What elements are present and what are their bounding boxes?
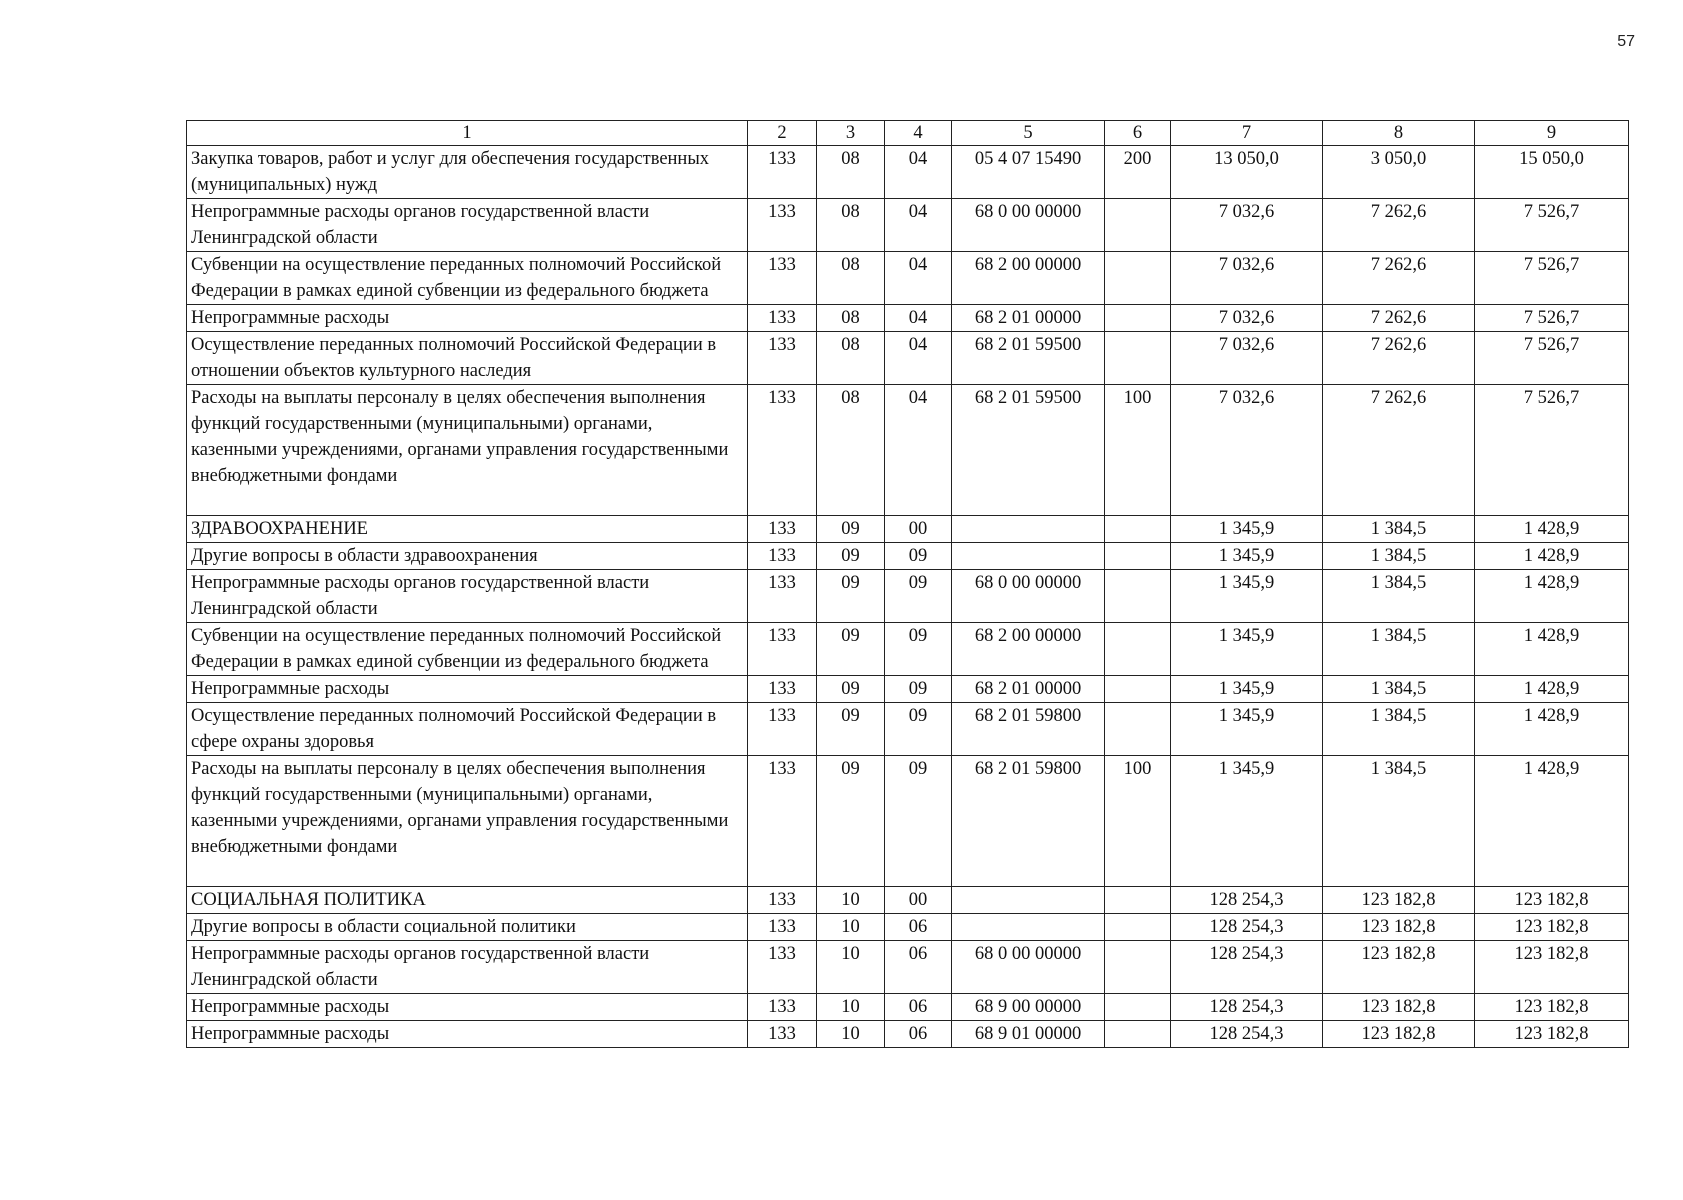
row-subsection-cell: 09 (885, 756, 952, 887)
row-amount-col9-cell: 123 182,8 (1475, 887, 1629, 914)
row-name-cell: Осуществление переданных полномочий Российской Федерации в отношении объектов культурного наследия (187, 332, 748, 385)
header-cell-7: 7 (1171, 121, 1323, 146)
row-amount-col7-cell: 7 032,6 (1171, 305, 1323, 332)
table-row (187, 332, 1629, 385)
row-admin-code-cell: 133 (748, 570, 817, 623)
table-row (187, 199, 1629, 252)
row-admin-code-cell: 133 (748, 146, 817, 199)
row-target-article-cell: 68 0 00 00000 (952, 570, 1105, 623)
header-cell-9: 9 (1475, 121, 1629, 146)
row-amount-col9-cell: 123 182,8 (1475, 914, 1629, 941)
row-target-article-cell: 68 2 01 00000 (952, 676, 1105, 703)
row-amount-col7-cell: 7 032,6 (1171, 332, 1323, 385)
header-cell-6: 6 (1105, 121, 1171, 146)
table-row (187, 146, 1629, 199)
row-name-cell: Расходы на выплаты персоналу в целях обеспечения выполнения функций государственными (муниципальными) органами, казенными учреждениями, органами управления государственными внебюджетными фондами (187, 756, 748, 887)
row-target-article-cell: 68 2 01 00000 (952, 305, 1105, 332)
table-row (187, 941, 1629, 994)
row-expense-type-cell (1105, 887, 1171, 914)
row-amount-col8-cell: 7 262,6 (1323, 252, 1475, 305)
row-admin-code-cell: 133 (748, 703, 817, 756)
row-target-article-cell: 68 9 01 00000 (952, 1021, 1105, 1048)
row-section-cell: 09 (817, 676, 885, 703)
table-row (187, 543, 1629, 570)
row-expense-type-cell (1105, 914, 1171, 941)
row-name-cell: Непрограммные расходы (187, 1021, 748, 1048)
table-row (187, 914, 1629, 941)
row-amount-col9-cell: 7 526,7 (1475, 332, 1629, 385)
row-amount-col8-cell: 123 182,8 (1323, 941, 1475, 994)
row-subsection-cell: 06 (885, 994, 952, 1021)
row-amount-col9-cell: 1 428,9 (1475, 543, 1629, 570)
row-admin-code-cell: 133 (748, 199, 817, 252)
row-amount-col8-cell: 7 262,6 (1323, 199, 1475, 252)
row-subsection-cell: 06 (885, 1021, 952, 1048)
row-amount-col9-cell: 7 526,7 (1475, 385, 1629, 516)
row-subsection-cell: 09 (885, 570, 952, 623)
header-cell-2: 2 (748, 121, 817, 146)
row-target-article-cell: 68 2 01 59800 (952, 703, 1105, 756)
row-amount-col7-cell: 1 345,9 (1171, 703, 1323, 756)
row-section-cell: 10 (817, 941, 885, 994)
row-amount-col9-cell: 1 428,9 (1475, 516, 1629, 543)
row-name-cell: Непрограммные расходы органов государственной власти Ленинградской области (187, 199, 748, 252)
header-row (187, 121, 1629, 146)
row-admin-code-cell: 133 (748, 332, 817, 385)
header-cell-3: 3 (817, 121, 885, 146)
row-amount-col9-cell: 1 428,9 (1475, 703, 1629, 756)
row-name-cell: Расходы на выплаты персоналу в целях обеспечения выполнения функций государственными (муниципальными) органами, казенными учреждениями, органами управления государственными внебюджетными фондами (187, 385, 748, 516)
row-subsection-cell: 09 (885, 703, 952, 756)
row-admin-code-cell: 133 (748, 756, 817, 887)
row-name-cell: ЗДРАВООХРАНЕНИЕ (187, 516, 748, 543)
row-section-cell: 10 (817, 887, 885, 914)
table-row (187, 994, 1629, 1021)
page-number: 57 (1617, 33, 1635, 50)
table-row (187, 516, 1629, 543)
row-section-cell: 09 (817, 516, 885, 543)
row-amount-col9-cell: 123 182,8 (1475, 1021, 1629, 1048)
header-cell-5: 5 (952, 121, 1105, 146)
row-expense-type-cell (1105, 199, 1171, 252)
row-section-cell: 09 (817, 570, 885, 623)
row-admin-code-cell: 133 (748, 994, 817, 1021)
row-section-cell: 08 (817, 199, 885, 252)
table-row (187, 1021, 1629, 1048)
row-expense-type-cell (1105, 676, 1171, 703)
row-section-cell: 09 (817, 756, 885, 887)
row-amount-col8-cell: 123 182,8 (1323, 994, 1475, 1021)
row-target-article-cell: 68 2 00 00000 (952, 252, 1105, 305)
row-amount-col9-cell: 123 182,8 (1475, 994, 1629, 1021)
row-amount-col7-cell: 1 345,9 (1171, 543, 1323, 570)
row-section-cell: 10 (817, 1021, 885, 1048)
row-target-article-cell: 68 2 00 00000 (952, 623, 1105, 676)
row-name-cell: Другие вопросы в области здравоохранения (187, 543, 748, 570)
row-subsection-cell: 04 (885, 146, 952, 199)
header-cell-8: 8 (1323, 121, 1475, 146)
row-amount-col7-cell: 1 345,9 (1171, 570, 1323, 623)
row-amount-col7-cell: 1 345,9 (1171, 623, 1323, 676)
row-amount-col7-cell: 128 254,3 (1171, 914, 1323, 941)
row-expense-type-cell: 100 (1105, 756, 1171, 887)
row-subsection-cell: 06 (885, 941, 952, 994)
row-expense-type-cell (1105, 570, 1171, 623)
table-row (187, 252, 1629, 305)
row-subsection-cell: 09 (885, 543, 952, 570)
row-amount-col8-cell: 1 384,5 (1323, 703, 1475, 756)
row-expense-type-cell: 100 (1105, 385, 1171, 516)
row-amount-col7-cell: 1 345,9 (1171, 516, 1323, 543)
row-amount-col8-cell: 1 384,5 (1323, 570, 1475, 623)
row-amount-col8-cell: 1 384,5 (1323, 756, 1475, 887)
row-amount-col8-cell: 123 182,8 (1323, 1021, 1475, 1048)
row-amount-col7-cell: 128 254,3 (1171, 887, 1323, 914)
row-target-article-cell (952, 516, 1105, 543)
table-row (187, 676, 1629, 703)
row-admin-code-cell: 133 (748, 543, 817, 570)
row-target-article-cell: 68 0 00 00000 (952, 199, 1105, 252)
table-row (187, 570, 1629, 623)
row-amount-col9-cell: 1 428,9 (1475, 623, 1629, 676)
row-amount-col7-cell: 13 050,0 (1171, 146, 1323, 199)
row-amount-col7-cell: 128 254,3 (1171, 1021, 1323, 1048)
row-amount-col7-cell: 128 254,3 (1171, 941, 1323, 994)
row-amount-col9-cell: 15 050,0 (1475, 146, 1629, 199)
row-expense-type-cell (1105, 252, 1171, 305)
row-expense-type-cell (1105, 305, 1171, 332)
row-admin-code-cell: 133 (748, 385, 817, 516)
row-admin-code-cell: 133 (748, 914, 817, 941)
header-cell-1: 1 (187, 121, 748, 146)
row-name-cell: Закупка товаров, работ и услуг для обеспечения государственных (муниципальных) нужд (187, 146, 748, 199)
row-subsection-cell: 04 (885, 305, 952, 332)
row-section-cell: 10 (817, 914, 885, 941)
row-amount-col8-cell: 7 262,6 (1323, 305, 1475, 332)
row-subsection-cell: 09 (885, 676, 952, 703)
row-expense-type-cell (1105, 332, 1171, 385)
row-amount-col9-cell: 1 428,9 (1475, 676, 1629, 703)
row-amount-col9-cell: 7 526,7 (1475, 252, 1629, 305)
row-name-cell: Непрограммные расходы (187, 676, 748, 703)
row-amount-col9-cell: 123 182,8 (1475, 941, 1629, 994)
row-subsection-cell: 04 (885, 332, 952, 385)
row-section-cell: 09 (817, 703, 885, 756)
row-name-cell: Непрограммные расходы органов государственной власти Ленинградской области (187, 570, 748, 623)
row-subsection-cell: 06 (885, 914, 952, 941)
row-admin-code-cell: 133 (748, 941, 817, 994)
row-section-cell: 08 (817, 332, 885, 385)
table-row (187, 385, 1629, 516)
row-subsection-cell: 04 (885, 252, 952, 305)
row-amount-col8-cell: 7 262,6 (1323, 385, 1475, 516)
row-name-cell: Непрограммные расходы органов государственной власти Ленинградской области (187, 941, 748, 994)
row-target-article-cell: 05 4 07 15490 (952, 146, 1105, 199)
row-amount-col9-cell: 7 526,7 (1475, 199, 1629, 252)
row-section-cell: 08 (817, 305, 885, 332)
row-subsection-cell: 09 (885, 623, 952, 676)
row-expense-type-cell (1105, 543, 1171, 570)
budget-table (186, 120, 1629, 1048)
row-amount-col9-cell: 1 428,9 (1475, 756, 1629, 887)
row-section-cell: 10 (817, 994, 885, 1021)
row-target-article-cell: 68 0 00 00000 (952, 941, 1105, 994)
row-expense-type-cell: 200 (1105, 146, 1171, 199)
row-admin-code-cell: 133 (748, 305, 817, 332)
header-cell-4: 4 (885, 121, 952, 146)
row-amount-col8-cell: 7 262,6 (1323, 332, 1475, 385)
row-name-cell: Непрограммные расходы (187, 994, 748, 1021)
row-expense-type-cell (1105, 941, 1171, 994)
row-amount-col7-cell: 128 254,3 (1171, 994, 1323, 1021)
row-amount-col8-cell: 1 384,5 (1323, 543, 1475, 570)
table-row (187, 887, 1629, 914)
row-amount-col8-cell: 123 182,8 (1323, 914, 1475, 941)
row-section-cell: 08 (817, 146, 885, 199)
row-admin-code-cell: 133 (748, 516, 817, 543)
row-name-cell: Другие вопросы в области социальной политики (187, 914, 748, 941)
row-expense-type-cell (1105, 994, 1171, 1021)
table-body (187, 146, 1629, 1048)
row-subsection-cell: 00 (885, 516, 952, 543)
table-row (187, 305, 1629, 332)
row-amount-col7-cell: 1 345,9 (1171, 676, 1323, 703)
row-expense-type-cell (1105, 516, 1171, 543)
row-subsection-cell: 04 (885, 385, 952, 516)
row-expense-type-cell (1105, 1021, 1171, 1048)
row-name-cell: Субвенции на осуществление переданных полномочий Российской Федерации в рамках единой субвенции из федерального бюджета (187, 623, 748, 676)
row-amount-col8-cell: 123 182,8 (1323, 887, 1475, 914)
row-section-cell: 09 (817, 623, 885, 676)
row-section-cell: 08 (817, 385, 885, 516)
table-row (187, 703, 1629, 756)
row-amount-col8-cell: 3 050,0 (1323, 146, 1475, 199)
row-target-article-cell (952, 887, 1105, 914)
row-amount-col7-cell: 7 032,6 (1171, 385, 1323, 516)
row-admin-code-cell: 133 (748, 887, 817, 914)
row-name-cell: СОЦИАЛЬНАЯ ПОЛИТИКА (187, 887, 748, 914)
row-subsection-cell: 04 (885, 199, 952, 252)
row-amount-col9-cell: 1 428,9 (1475, 570, 1629, 623)
row-admin-code-cell: 133 (748, 1021, 817, 1048)
row-name-cell: Непрограммные расходы (187, 305, 748, 332)
row-admin-code-cell: 133 (748, 252, 817, 305)
row-amount-col7-cell: 1 345,9 (1171, 756, 1323, 887)
row-target-article-cell (952, 914, 1105, 941)
row-subsection-cell: 00 (885, 887, 952, 914)
row-admin-code-cell: 133 (748, 676, 817, 703)
row-section-cell: 09 (817, 543, 885, 570)
table-row (187, 756, 1629, 887)
row-amount-col7-cell: 7 032,6 (1171, 199, 1323, 252)
row-amount-col8-cell: 1 384,5 (1323, 676, 1475, 703)
row-amount-col8-cell: 1 384,5 (1323, 623, 1475, 676)
row-target-article-cell: 68 9 00 00000 (952, 994, 1105, 1021)
row-amount-col7-cell: 7 032,6 (1171, 252, 1323, 305)
row-expense-type-cell (1105, 623, 1171, 676)
row-target-article-cell (952, 543, 1105, 570)
row-name-cell: Осуществление переданных полномочий Российской Федерации в сфере охраны здоровья (187, 703, 748, 756)
row-admin-code-cell: 133 (748, 623, 817, 676)
table-row (187, 623, 1629, 676)
row-amount-col8-cell: 1 384,5 (1323, 516, 1475, 543)
row-name-cell: Субвенции на осуществление переданных полномочий Российской Федерации в рамках единой субвенции из федерального бюджета (187, 252, 748, 305)
row-target-article-cell: 68 2 01 59500 (952, 332, 1105, 385)
row-amount-col9-cell: 7 526,7 (1475, 305, 1629, 332)
row-target-article-cell: 68 2 01 59500 (952, 385, 1105, 516)
row-section-cell: 08 (817, 252, 885, 305)
row-target-article-cell: 68 2 01 59800 (952, 756, 1105, 887)
row-expense-type-cell (1105, 703, 1171, 756)
